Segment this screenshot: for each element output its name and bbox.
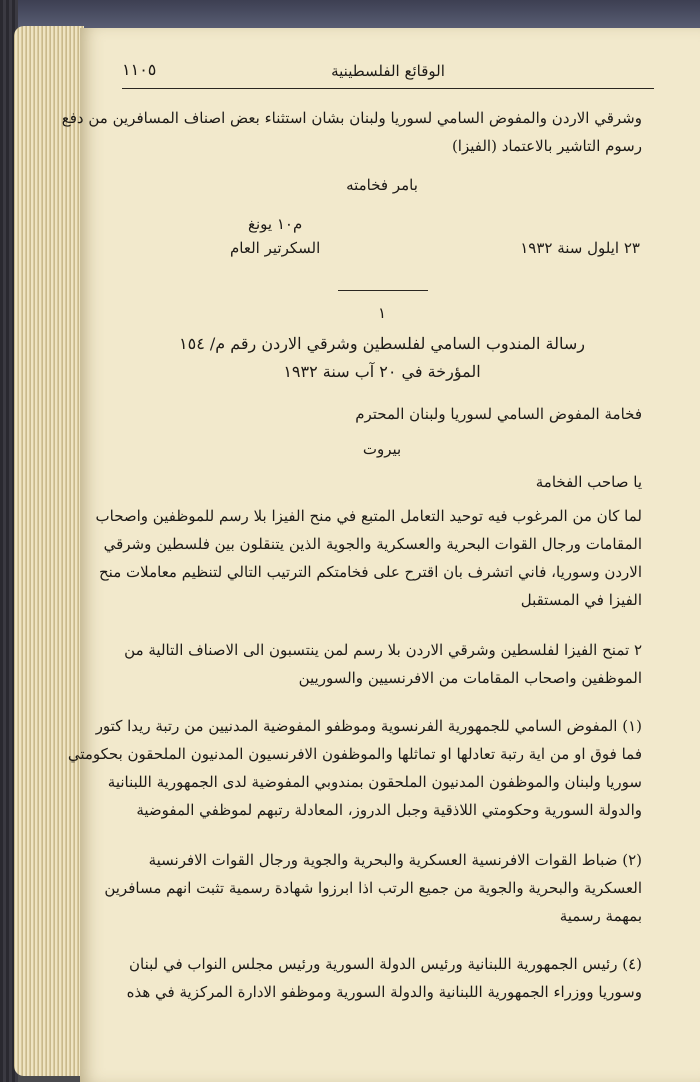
paragraph-2: [122, 636, 642, 692]
text-line: بمهمة رسمية: [559, 907, 642, 925]
intro-line: رسوم التاشير بالاعتماد (الفيزا): [451, 137, 642, 155]
text-line: (٤) رئيس الجمهورية اللبنانية ورئيس الدولة السورية ورئيس مجلس النواب في لبنان: [129, 955, 642, 973]
gazette-page: [61, 28, 700, 1082]
text-line: (١) المفوض السامي للجمهورية الفرنسوية وموظفو المفوضية المدنيين من رتبة ريدا كتور: [95, 717, 642, 735]
text-line: والدولة السورية وحكومتي اللاذقية وجبل الدروز، المعادلة رتبهم لموظفي المفوضية: [136, 801, 642, 819]
letter-date: المؤرخة في ٢٠ آب سنة ١٩٣٢: [283, 362, 481, 381]
text-line: المقامات ورجال القوات البحرية والعسكرية والجوية الذين يتنقلون بين فلسطين وشرقي: [103, 535, 642, 553]
text-line: وسوريا ووزراء الجمهورية اللبنانية والدولة السورية وموظفو الادارة المركزية في هذه: [126, 983, 642, 1001]
intro-paragraph: [61, 104, 642, 160]
paragraph-1: [95, 502, 642, 614]
gazette-title: الوقائع الفلسطينية: [331, 62, 445, 80]
text-line: سوريا ولبنان والموظفون المدنيون الملحقون بمندوبي المفوضية لدى الجمهورية اللبنانية: [107, 773, 642, 791]
text-line: ٢ تمنح الفيزا لفلسطين وشرقي الاردن بلا رسم لمن ينتسبون الى الاصناف التالية من: [124, 641, 642, 659]
page-edges-stack: [14, 26, 84, 1076]
scan-background-top: [0, 0, 700, 30]
paragraph-4: [104, 846, 642, 930]
intro-line: وشرقي الاردن والمفوض السامي لسوريا ولبنان بشان استثناء بعض اصناف المسافرين من دفع: [61, 109, 642, 127]
text-line: الفيزا في المستقبل: [520, 591, 642, 609]
signatory-name: م١٠ يونغ: [247, 215, 303, 233]
page-number: ١١٠٥: [122, 60, 157, 79]
text-line: الاردن وسوريا، فاني اتشرف بان اقترح على فخامتكم الترتيب التالي لتنظيم معاملات منح: [99, 563, 642, 581]
text-line: لما كان من المرغوب فيه توحيد التعامل المتبع في منح الفيزا بلا رسم للموظفين واصحاب: [95, 507, 642, 525]
letter-salutation: يا صاحب الفخامة: [535, 473, 642, 491]
text-line: فما فوق او من اية رتبة تعادلها او تماثلها والموظفون الافرنسيون المدنيون الملحقون بحكومتي: [67, 745, 642, 763]
letter-city: بيروت: [362, 440, 402, 458]
paragraph-5: [122, 950, 642, 1006]
signature-date: ٢٣ ايلول سنة ١٩٣٢: [520, 239, 640, 257]
paragraph-3: [67, 712, 642, 824]
section-divider: [338, 290, 428, 291]
page-header: [122, 58, 654, 89]
order-line: بامر فخامته: [346, 176, 418, 194]
text-line: الموظفين واصحاب المقامات من الافرنسيين والسوريين: [298, 669, 642, 687]
signatory-role: السكرتير العام: [230, 239, 321, 257]
text-line: (٢) ضباط القوات الافرنسية العسكرية والبحرية والجوية ورجال القوات الافرنسية: [148, 851, 642, 869]
section-number: ١: [377, 304, 387, 322]
signature-block: [230, 212, 320, 260]
text-line: العسكرية والبحرية والجوية من جميع الرتب اذا ابرزوا شهادة رسمية تثبت انهم مسافرين: [104, 879, 642, 897]
letter-addressee: فخامة المفوض السامي لسوريا ولبنان المحترم: [355, 405, 642, 423]
letter-title: رسالة المندوب السامي لفلسطين وشرقي الاردن رقم م/ ١٥٤: [179, 334, 585, 353]
